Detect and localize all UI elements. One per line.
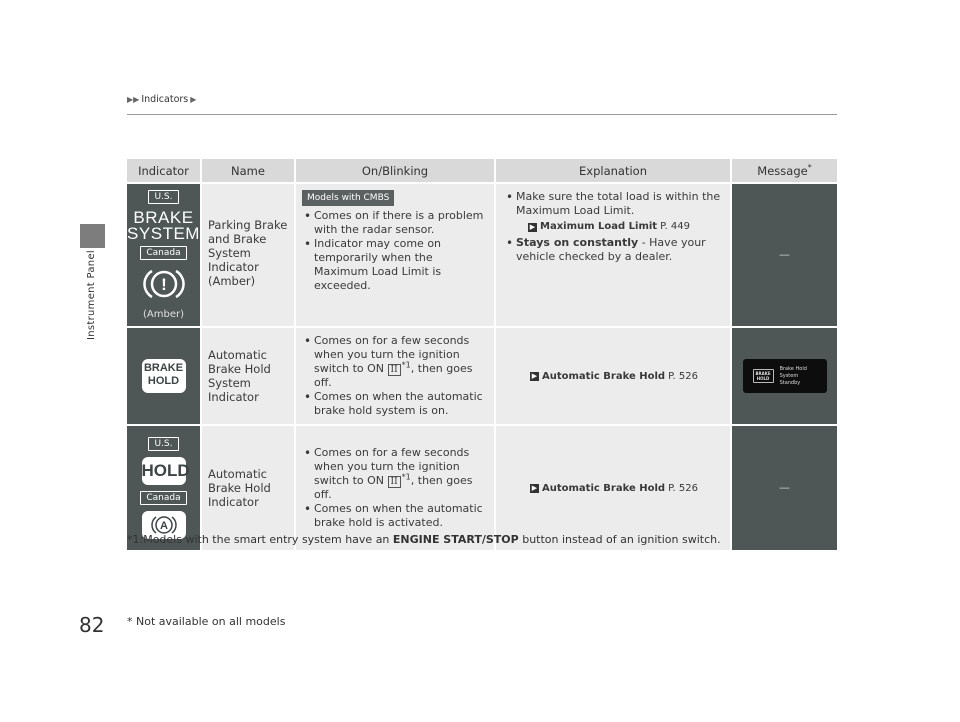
list-item: • Comes on for a few seconds when you turn the ignition switch to ON II$^{*1}$, then goes off.: [302, 446, 490, 502]
list-item: • Make sure the total load is within the Maximum Load Limit. ▶ Maximum Load Limit P. 449: [504, 190, 724, 236]
on-blinking-cell: [296, 184, 496, 326]
list-item: • Comes on when the automatic brake hold system is on.: [302, 390, 490, 418]
brake-warning-circle-icon: [127, 266, 200, 306]
table-header-row: [127, 159, 837, 182]
reference-arrow-icon: ▶: [529, 222, 536, 231]
explanation-cell: [496, 328, 732, 424]
indicator-cell: [127, 184, 202, 326]
breadcrumb-arrow-icon: ▶: [190, 95, 197, 104]
explanation-cell: [496, 426, 732, 550]
message-cell: [732, 328, 837, 424]
cross-reference-link[interactable]: ▶ Automatic Brake Hold P. 526: [531, 482, 698, 494]
section-tab-marker: [80, 224, 105, 248]
header-indicator: Indicator: [127, 159, 202, 182]
list-item: • Comes on for a few seconds when you turn the ignition switch to ON II$^{*1}$, then goes off.: [302, 334, 490, 390]
message-cell: —: [732, 184, 837, 326]
list-item: • Comes on when the automatic brake hold is activated.: [302, 502, 490, 530]
brake-hold-mini-icon: BRAKE HOLD: [753, 369, 774, 383]
table-row: [127, 184, 837, 326]
brake-hold-icon: BRAKE HOLD: [142, 359, 186, 393]
breadcrumb: [127, 94, 196, 105]
header-name: Name: [202, 159, 296, 182]
message-cell: —: [732, 426, 837, 550]
on-blinking-cell: [296, 328, 496, 424]
not-available-note: * Not available on all models: [127, 615, 286, 628]
on-blinking-cell: [296, 426, 496, 550]
indicator-name: Parking Brake and Brake System Indicator (Amber): [202, 184, 296, 326]
list-item: • Indicator may come on temporarily when the Maximum Load Limit is exceeded.: [302, 237, 490, 293]
cross-reference-link[interactable]: ▶ Maximum Load Limit P. 449: [529, 221, 690, 232]
header-divider: [127, 114, 837, 115]
header-message: Message*: [732, 159, 837, 182]
cross-reference-link[interactable]: ▶ Automatic Brake Hold P. 526: [531, 370, 698, 382]
exclaim-mark: !: [160, 275, 167, 294]
hold-icon: HOLD: [142, 457, 186, 485]
breadcrumb-arrow-icon: ▶▶: [127, 95, 140, 104]
table-row: [127, 426, 837, 550]
ignition-position-icon: II: [388, 476, 401, 488]
indicator-cell: [127, 426, 202, 550]
message-display-image: [743, 359, 827, 393]
section-side-label: Instrument Panel: [86, 250, 97, 340]
indicator-name: Automatic Brake Hold System Indicator: [202, 328, 296, 424]
message-text: Brake Hold System Standby: [779, 365, 807, 386]
reference-arrow-icon: ▶: [531, 372, 538, 381]
region-badge-us: U.S.: [148, 437, 178, 451]
region-badge-us: U.S.: [148, 190, 178, 204]
table-row: [127, 328, 837, 424]
brake-system-icon: BRAKE SYSTEM: [127, 208, 200, 243]
indicator-name: Automatic Brake Hold Indicator: [202, 426, 296, 550]
indicator-table: [127, 157, 837, 552]
amber-note: (Amber): [143, 309, 184, 320]
svg-text:A: A: [159, 520, 168, 532]
page-number: 82: [79, 613, 105, 637]
models-badge: Models with CMBS: [302, 190, 394, 206]
region-badge-canada: Canada: [140, 246, 186, 260]
ignition-position-icon: II: [388, 364, 401, 376]
list-item: • Comes on if there is a problem with the radar sensor.: [302, 209, 490, 237]
reference-arrow-icon: ▶: [531, 484, 538, 493]
header-on-blinking: On/Blinking: [296, 159, 496, 182]
region-badge-canada: Canada: [140, 491, 186, 505]
indicator-cell: [127, 328, 202, 424]
list-item: • Stays on constantly - Have your vehicle checked by a dealer.: [504, 236, 724, 264]
breadcrumb-label[interactable]: Indicators: [141, 94, 189, 105]
footnote: *1:Models with the smart entry system have an ENGINE START/STOP button instead of an ignition switch.: [127, 533, 721, 546]
explanation-cell: [496, 184, 732, 326]
header-explanation: Explanation: [496, 159, 732, 182]
